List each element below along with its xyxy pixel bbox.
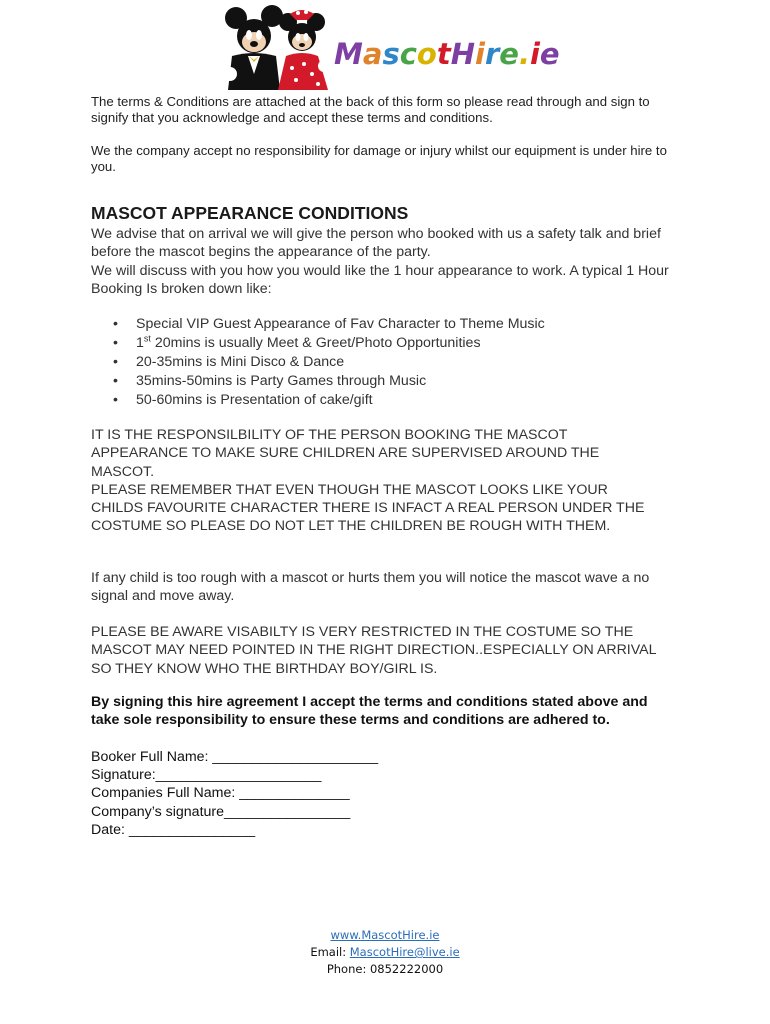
company-signature-field[interactable]: Company’s signature________________ (91, 803, 351, 820)
supervise-text: IT IS THE RESPONSILBILITY OF THE PERSON BOOKING THE MASCOT APPEARANCE TO MAKE SURE CHILDREN ARE SUPERVISED AROUND THE MASCOT. (91, 427, 600, 480)
bullet-icon: • (113, 354, 118, 370)
minnie-mascot-icon (278, 10, 330, 90)
list-item: • 1st 20mins is usually Meet & Greet/Photo Opportunities (113, 333, 481, 351)
company-name-field[interactable]: Companies Full Name: ______________ (91, 785, 350, 802)
signature-field[interactable]: Signature:_____________________ (91, 767, 322, 784)
conditions-intro (91, 225, 691, 298)
email-label: Email: (310, 945, 350, 959)
visibility-notice: PLEASE BE AWARE VISABILTY IS VERY RESTRICTED IN THE COSTUME SO THE MASCOT MAY NEED POINTED IN THE RIGHT DIRECTION..ESPECIALLY ON ARRIVAL SO THEY KNOW WHO THE BIRTHDAY BOY/GIRL IS. (91, 624, 656, 677)
rough-play-text: If any child is too rough with a mascot or hurts them you will notice the mascot wave a no signal and move away. (91, 570, 650, 605)
brand-text: MascotHire.ie (334, 37, 560, 71)
signature-fields (91, 748, 378, 839)
list-item: • 20-35mins is Mini Disco & Dance (113, 354, 345, 370)
bullet-icon: • (113, 392, 118, 408)
discuss-text: We will discuss with you how you would like the 1 hour appearance to work. A typical 1 Hour Booking Is broken down like: (91, 262, 669, 297)
mickey-mascot-icon (223, 5, 283, 90)
phone-text: Phone: 0852222000 (326, 962, 444, 976)
email-link[interactable]: MascotHire@live.ie (349, 945, 460, 959)
booker-name-field[interactable]: Booker Full Name: _____________________ (91, 749, 379, 765)
bullet-icon: • (113, 373, 118, 389)
advise-text: We advise that on arrival we will give the person who booked with us a safety talk and brief before the mascot begins the appearance of the party. (91, 226, 661, 261)
bullet-icon: • (113, 316, 118, 332)
mascot-logo-illustration (216, 4, 560, 90)
remember-text: PLEASE REMEMBER THAT EVEN THOUGH THE MASCOT LOOKS LIKE YOUR CHILDS FAVOURITE CHARACTER THERE IS INFACT A REAL PERSON UNDER THE COSTUME SO PLEASE DO NOT LET THE CHILDREN BE ROUGH WITH THEM. (91, 481, 645, 535)
date-field[interactable]: Date: ________________ (91, 821, 256, 838)
list-item: • Special VIP Guest Appearance of Fav Character to Theme Music (113, 316, 545, 332)
booking-breakdown-list (91, 315, 545, 410)
mascothire-logo (216, 4, 560, 90)
list-item: • 50-60mins is Presentation of cake/gift (113, 392, 373, 408)
intro-responsibility-text: We the company accept no responsibility for damage or injury whilst our equipment is under hire to you. (91, 143, 667, 174)
agreement-statement: By signing this hire agreement I accept the terms and conditions stated above and take sole responsibility to ensure these terms and conditions are adhered to. (91, 694, 648, 728)
list-item: • 35mins-50mins is Party Games through Music (113, 373, 427, 389)
footer (0, 927, 770, 978)
supervision-notice (91, 426, 661, 536)
website-link[interactable]: www.MascotHire.ie (330, 928, 440, 942)
intro-terms-text: The terms & Conditions are attached at the back of this form so please read through and sign to signify that you acknowledge and accept these terms and conditions. (91, 94, 650, 125)
bullet-icon: • (113, 335, 118, 351)
section-heading: MASCOT APPEARANCE CONDITIONS (91, 203, 409, 223)
